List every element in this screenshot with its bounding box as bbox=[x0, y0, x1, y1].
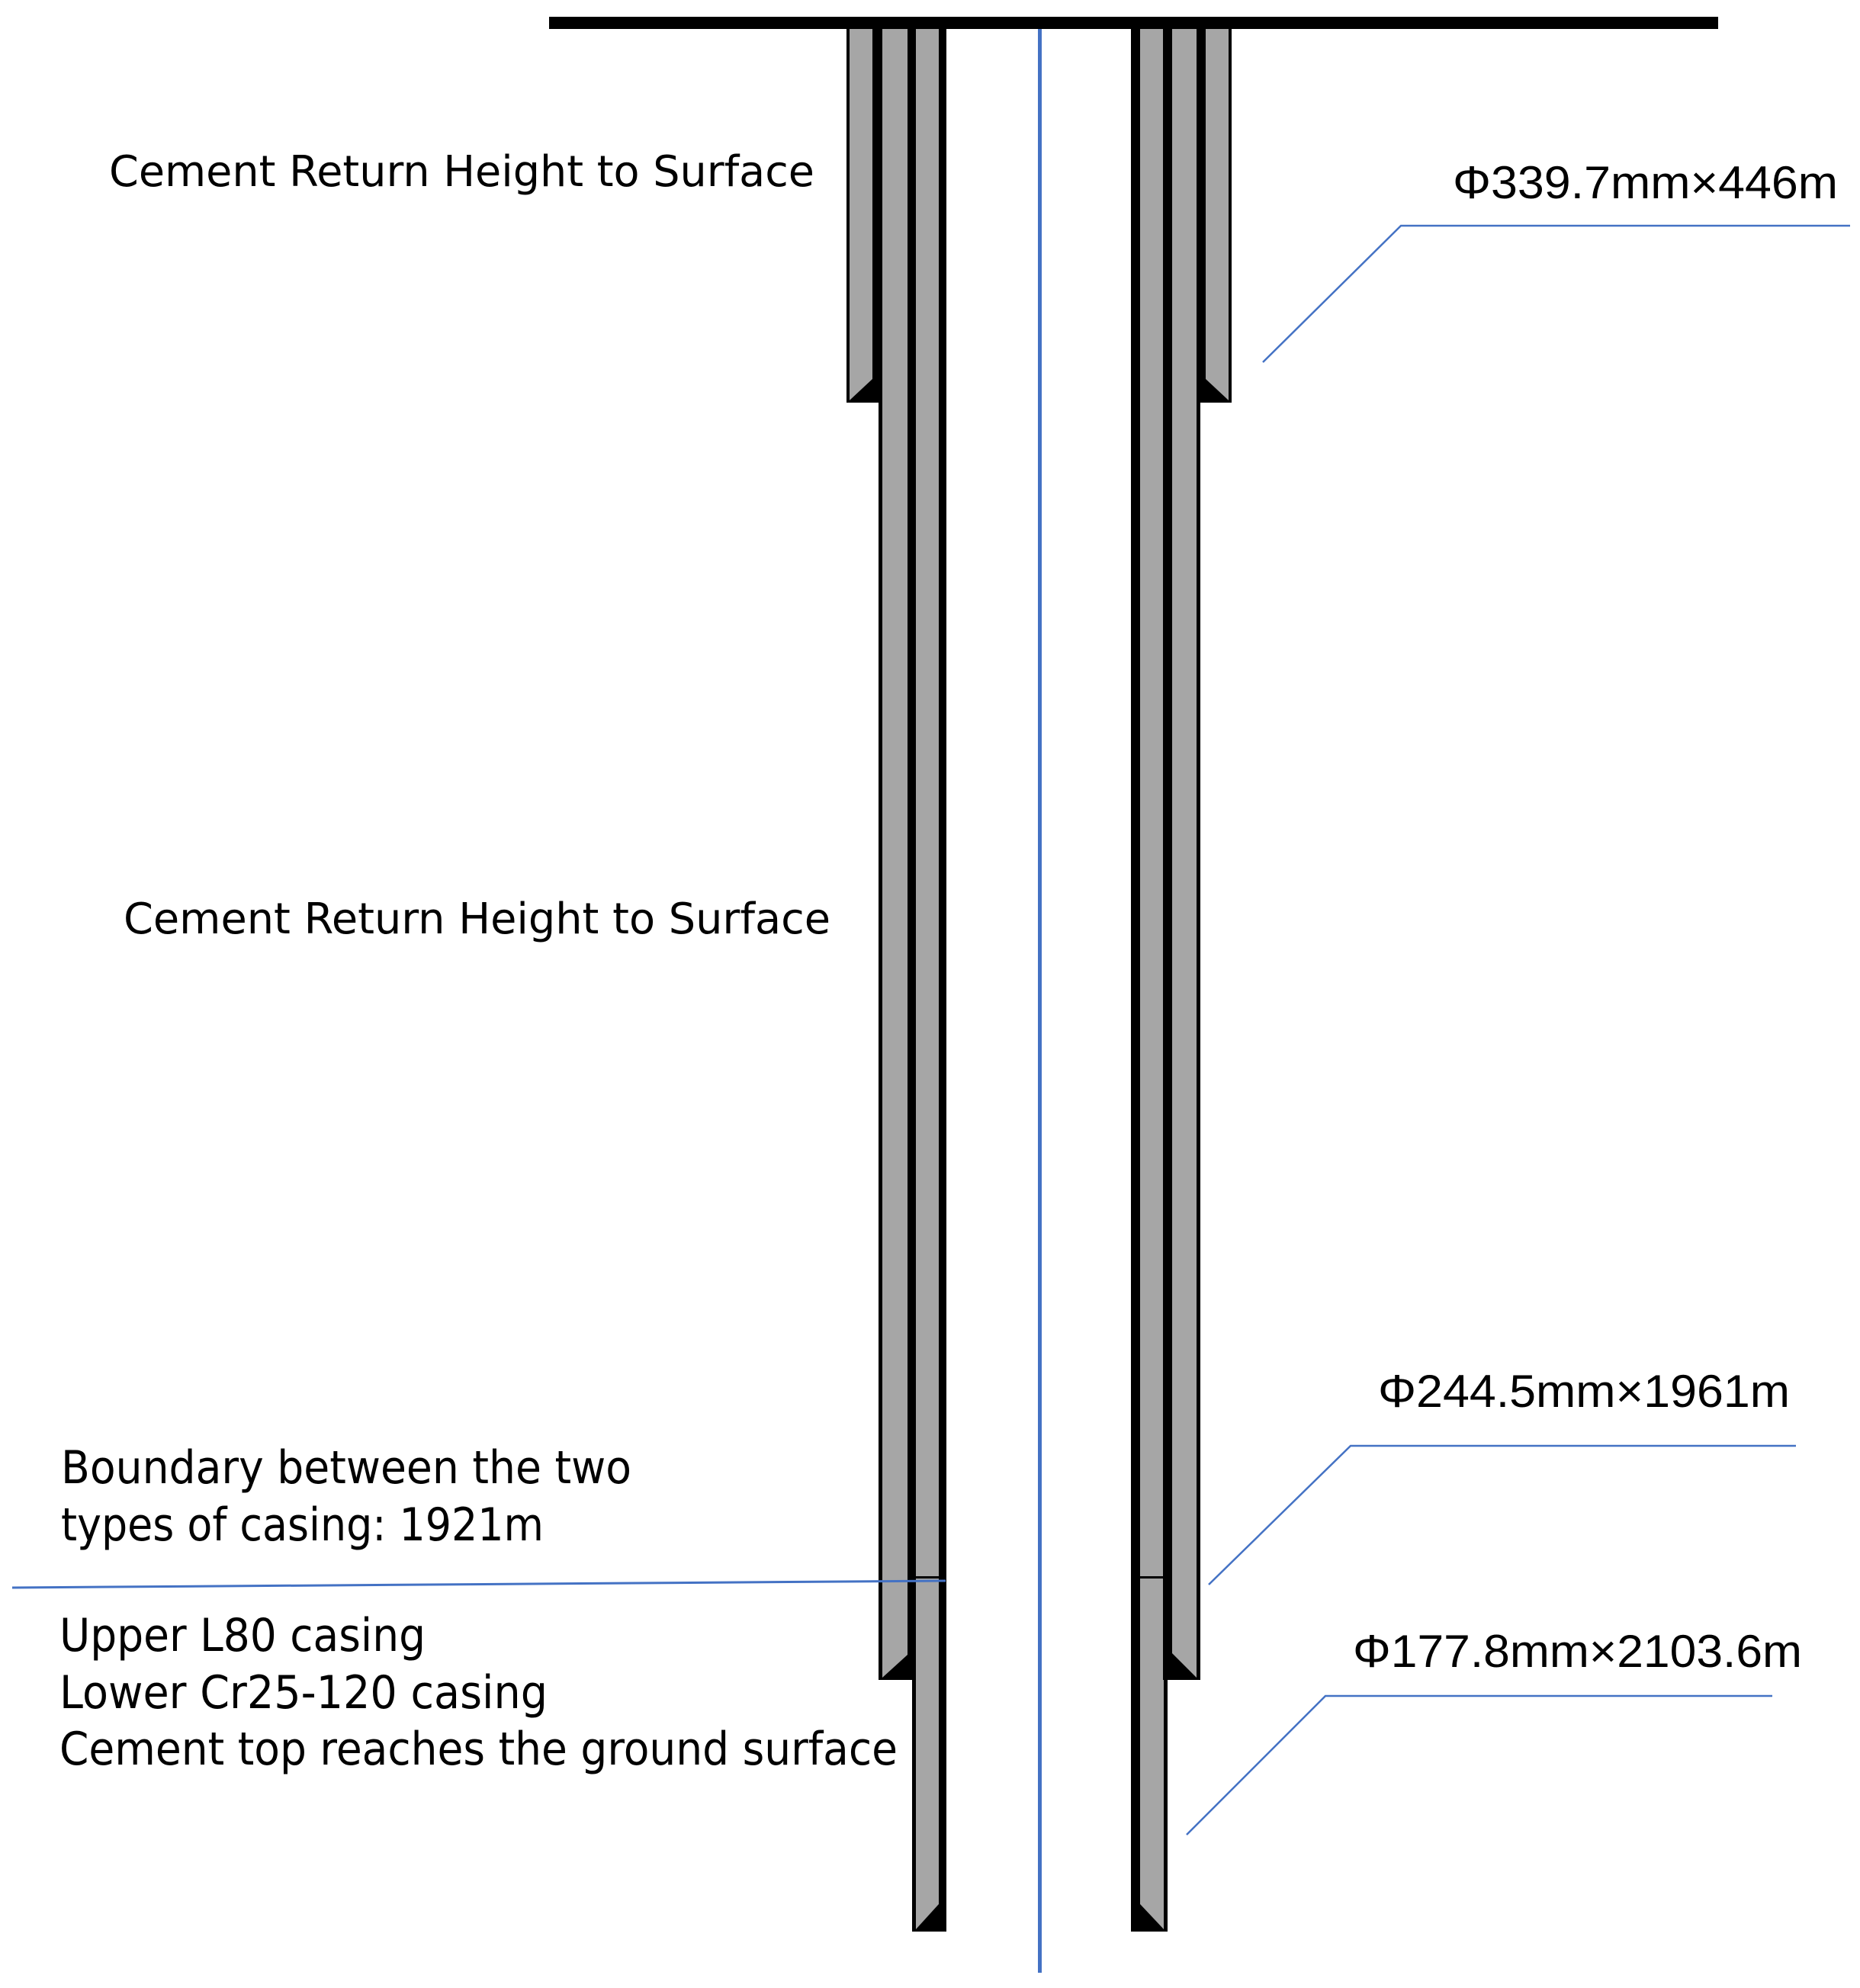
casing-boundary-line bbox=[12, 1581, 946, 1588]
leader-line-177 bbox=[1187, 1696, 1772, 1835]
cement-top-label: Cement top reaches the ground surface bbox=[59, 1723, 898, 1776]
casing-339-right bbox=[1197, 29, 1232, 403]
casing-label-244: Φ244.5mm×1961m bbox=[1378, 1366, 1790, 1417]
leader-line-339 bbox=[1263, 226, 1850, 362]
ground-surface-line bbox=[549, 17, 1718, 29]
boundary-label-line2: types of casing: 1921m bbox=[61, 1498, 544, 1552]
casing-244-right bbox=[1163, 29, 1200, 1680]
casing-177-right bbox=[1131, 29, 1168, 1932]
boundary-label-line1: Boundary between the two bbox=[61, 1441, 631, 1495]
casing-244-left bbox=[879, 29, 916, 1680]
upper-casing-label: Upper L80 casing bbox=[59, 1609, 426, 1662]
cement-return-label-surface: Cement Return Height to Surface bbox=[109, 147, 814, 197]
casing-grade-boundary-mark-right bbox=[1140, 1576, 1164, 1579]
lower-casing-label: Lower Cr25-120 casing bbox=[59, 1666, 548, 1720]
casing-grade-boundary-mark-left bbox=[916, 1576, 939, 1579]
casing-339-left bbox=[846, 29, 882, 403]
leader-line-244 bbox=[1209, 1446, 1796, 1585]
cement-return-label-intermediate: Cement Return Height to Surface bbox=[124, 894, 830, 944]
casing-label-339: Φ339.7mm×446m bbox=[1453, 157, 1838, 208]
well-center-line bbox=[1038, 29, 1042, 1973]
casing-label-177: Φ177.8mm×2103.6m bbox=[1353, 1626, 1802, 1677]
casing-177-left bbox=[912, 29, 946, 1932]
